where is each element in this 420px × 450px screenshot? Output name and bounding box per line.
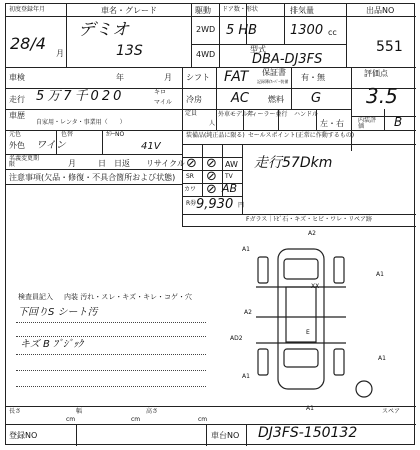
car-diagram xyxy=(236,229,376,404)
height-label: 高さ xyxy=(146,408,159,415)
drive-label: 駆動 xyxy=(195,6,211,15)
km-unit: キロ xyxy=(154,89,167,96)
code-value: 41V xyxy=(141,141,161,152)
mile-unit: マイル xyxy=(154,99,172,106)
diag-a2-top: A2 xyxy=(308,230,316,237)
rating-label: 評価点 xyxy=(364,69,388,78)
diag-a1-rear-right: A1 xyxy=(378,355,386,362)
equip-aw: AW xyxy=(225,160,238,169)
shift-value: FAT xyxy=(224,69,249,85)
equip-sr: SR xyxy=(186,173,194,180)
fuel-label: 燃料 xyxy=(268,95,284,104)
inspection-year: 年 xyxy=(116,73,124,82)
drive-2wd: 2WD xyxy=(196,25,216,34)
changes-label: 名義変更期限 xyxy=(9,155,40,168)
model-label: 型式 xyxy=(250,45,266,54)
width-cm: cm xyxy=(131,416,141,423)
inspector-title: 検査員記入 xyxy=(18,293,53,301)
reg-no-label: 登録NO xyxy=(9,431,38,440)
shift-label: シフト xyxy=(186,73,210,82)
length-label: 長さ xyxy=(9,408,22,415)
diag-a1-rear: A1 xyxy=(306,405,314,412)
sales-label: セールスポイント(正常に作動するもの) xyxy=(248,132,355,139)
glass-text: Fガラス｜ﾄﾋﾞ石・キズ・ヒビ・ワレ・リペア跡 xyxy=(246,216,373,223)
first-reg-label: 初度登録年月 xyxy=(9,6,46,13)
yen-label: 円 xyxy=(238,202,245,209)
mileage-value: 5万7千020 xyxy=(36,89,125,104)
door-label: ドア数・形状 xyxy=(222,6,258,13)
changes-month: 月 xyxy=(68,159,76,168)
door-value: 5 HB xyxy=(226,23,258,38)
equip-mark-4: ⊘ xyxy=(206,182,217,197)
equip-tv: TV xyxy=(225,173,233,180)
auction-sheet xyxy=(5,3,415,445)
ac-value: AC xyxy=(231,91,249,106)
interior-value: B xyxy=(394,115,403,129)
warranty-label: 保証書 xyxy=(262,68,286,77)
diag-ad2: AD2 xyxy=(230,335,243,342)
interior-label: 内装評価 xyxy=(358,117,377,130)
chassis-label: 車台NO xyxy=(211,431,240,440)
dealer-label: ディーラー並行 xyxy=(246,111,288,118)
number-label: 色替 xyxy=(61,131,74,138)
inspection-month: 月 xyxy=(164,73,172,82)
inspector-note-2: キズ B ﾌﾞｼﾞｯｸ xyxy=(20,339,84,350)
car-name-label: 車名・グレード xyxy=(101,6,157,15)
diag-a1-left: A1 xyxy=(242,246,250,253)
displacement-value: 1300 xyxy=(290,23,324,38)
color-label: 外色 xyxy=(9,141,25,150)
equip-mark-2: ⊘ xyxy=(206,156,217,171)
rating-value: 3.5 xyxy=(366,84,398,108)
handle-value: 左・右 xyxy=(320,119,344,128)
original-label: 元色 xyxy=(9,131,22,138)
diag-a2-side: A2 xyxy=(244,309,252,316)
listing-label: 出品NO xyxy=(366,6,395,15)
recycle-fee-label: R券 xyxy=(186,200,197,207)
grade-value: 13S xyxy=(116,43,143,59)
length-cm: cm xyxy=(66,416,76,423)
first-reg-month: 月 xyxy=(56,49,64,58)
code-label: ｶﾗｰNO xyxy=(106,131,125,138)
handle-label: ハンドル xyxy=(294,111,319,118)
equip-mark-3: ⊘ xyxy=(206,169,217,184)
displacement-label: 排気量 xyxy=(290,6,314,15)
inspector-options: 内装 汚れ・スレ・キズ・キレ・コゲ・穴 xyxy=(64,293,193,301)
outer-label: 外車モデル年 xyxy=(218,111,254,118)
color-value: ワイン xyxy=(36,140,66,151)
drive-4wd: 4WD xyxy=(196,50,216,59)
cc-unit: cc xyxy=(328,28,337,37)
equip-leather: カワ xyxy=(184,186,197,193)
mileage-label: 走行 xyxy=(9,95,25,104)
back-label: 日返 xyxy=(114,159,130,168)
history-sub: 自家用・レンタ・事業用（ ） xyxy=(36,119,126,126)
height-cm: cm xyxy=(198,416,208,423)
diag-a1-right: A1 xyxy=(376,271,384,278)
first-reg-value: 28/4 xyxy=(10,34,46,53)
ac-label: 冷房 xyxy=(186,95,202,104)
recycle-label: リサイクル xyxy=(146,159,185,168)
diag-xx: XX xyxy=(311,283,320,290)
recycle-fee-value: 9,930 xyxy=(196,197,234,212)
listing-value: 551 xyxy=(376,39,403,55)
diag-a1-rear-left: A1 xyxy=(242,373,250,380)
model-value: DBA-DJ3FS xyxy=(252,52,323,67)
chassis-value: DJ3FS-150132 xyxy=(258,425,358,441)
capacity-label: 定員 xyxy=(185,110,198,117)
history-label: 車歴 xyxy=(9,111,25,120)
spare-label: スペア xyxy=(382,408,401,415)
notes-label: 注意事項(欠品・修復・不具合箇所および状態) xyxy=(9,173,176,182)
warranty-sub: 記録簿/ｽｰﾊﾟｰ装備 xyxy=(257,79,289,84)
sales-value: 走行57Dkm xyxy=(254,155,333,171)
inspector-note-1: 下回りS シート汚 xyxy=(18,307,98,318)
inspection-label: 車検 xyxy=(9,73,25,82)
changes-day: 日 xyxy=(98,159,106,168)
fuel-value: G xyxy=(311,91,322,106)
capacity-unit: 人 xyxy=(209,120,216,127)
car-name-value: デミオ xyxy=(78,20,129,40)
width-label: 幅 xyxy=(76,408,83,415)
warranty-value: 有・無 xyxy=(301,73,325,82)
equip-mark-1: ⊘ xyxy=(186,156,197,171)
equipment-label: 装備品(純正品に限る) xyxy=(186,132,245,139)
diag-e-1: E xyxy=(306,329,310,336)
equip-ab: AB xyxy=(222,182,238,195)
